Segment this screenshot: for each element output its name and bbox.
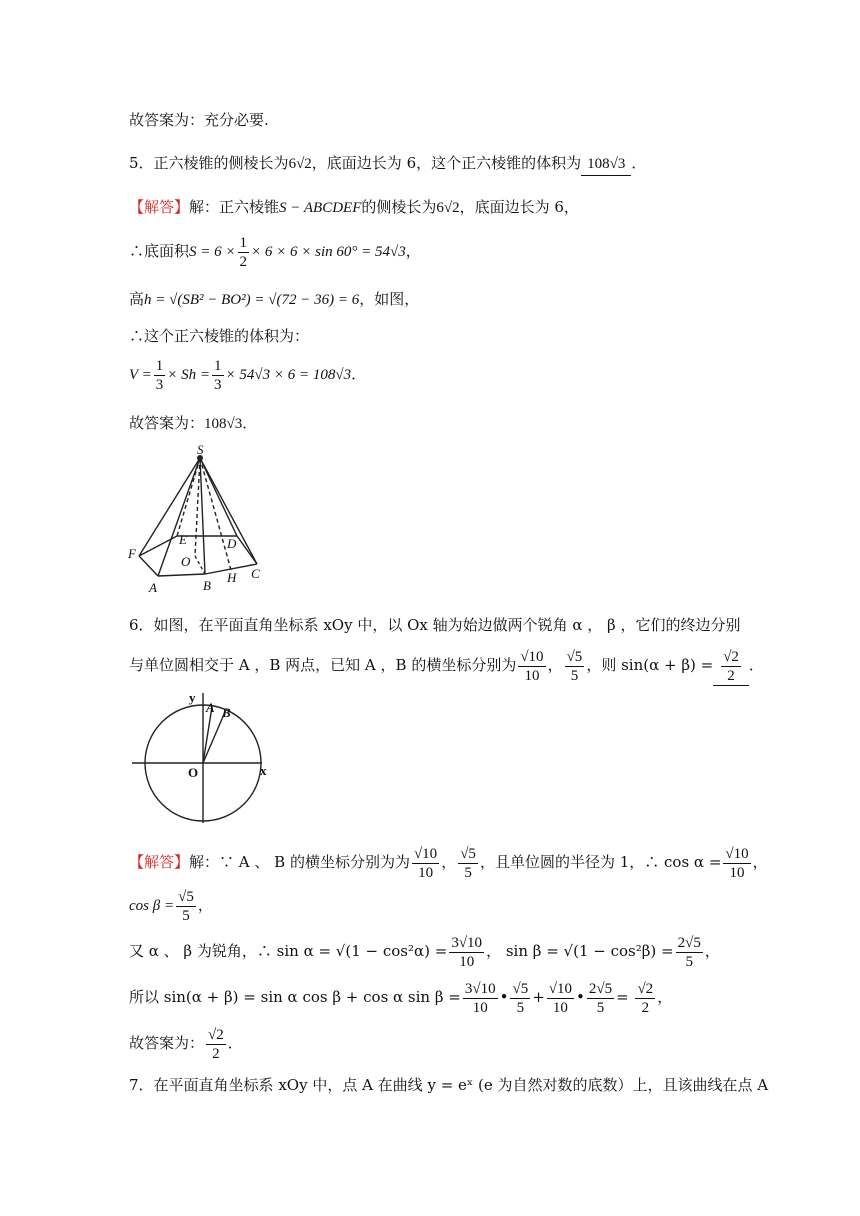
question-number: 6． [129, 616, 154, 634]
denominator: 10 [552, 999, 568, 1016]
numerator: 2√5 [677, 934, 701, 951]
numerator: √10 [548, 980, 573, 997]
math-expression: × 6 × 6 × sin 60° = 54√3 [251, 244, 406, 260]
solution-6-line-2 [129, 886, 213, 925]
denominator: 10 [472, 999, 488, 1016]
fraction-sqrt5-over-5 [176, 888, 196, 925]
question-text: ，底面边长为 6，这个正六棱锥的体积为 [311, 154, 582, 172]
solution-tag: 【解答】 [129, 198, 190, 216]
solution-text: 又 α 、 β 为锐角，∴ sin α = √(1 − cos²α) = [129, 942, 448, 960]
math-expression: S = 6 × [189, 244, 236, 260]
denominator: 10 [418, 864, 434, 881]
fraction-sqrt10-over-10 [518, 648, 545, 685]
punctuation: ， [704, 942, 720, 960]
solution-6-answer [129, 1024, 243, 1063]
fraction-sqrt2-over-2 [635, 980, 655, 1017]
fraction-one-third [212, 357, 224, 394]
numerator: 3√10 [451, 934, 483, 951]
denominator: 5 [685, 953, 693, 970]
solution-text: 高 [129, 290, 145, 308]
numerator: 1 [214, 357, 222, 374]
label-C: C [251, 566, 260, 581]
fraction-sqrt10-over-10 [723, 845, 750, 882]
numerator: √5 [178, 888, 194, 905]
punctuation: ． [227, 1034, 243, 1052]
solution-6-line-1 [129, 843, 768, 882]
answer-blank [713, 647, 749, 686]
fraction-sqrt5-over-5 [458, 845, 478, 882]
solution-text: 故答案为： [129, 414, 205, 432]
label-E: E [179, 532, 187, 547]
fraction-sqrt5-over-5 [565, 648, 585, 685]
math-value: 6√2 [436, 200, 460, 216]
label-F: F [128, 546, 136, 561]
unit-circle-figure [130, 685, 280, 825]
math-value: 6√2 [288, 156, 312, 172]
solution-text: 所以 sin(α + β) = sin α cos β + cos α sin β = [129, 988, 461, 1006]
solution-5-answer [129, 412, 257, 435]
fraction-3sqrt10-over-10 [463, 980, 498, 1017]
numerator: √5 [460, 845, 476, 862]
punctuation: ， [752, 853, 768, 871]
question-text: 正六棱锥的侧棱长为 [153, 154, 289, 172]
label-A: A [206, 700, 215, 715]
denominator: 5 [516, 999, 525, 1016]
punctuation: ， [547, 656, 563, 674]
solution-text: 解：正六棱锥 [189, 198, 280, 216]
solution-5-line-1 [129, 196, 579, 219]
label-H: H [227, 570, 237, 585]
numerator: √2 [208, 1026, 224, 1043]
numerator: √2 [723, 649, 739, 666]
question-text: 与单位圆相交于 A ，B 两点，已知 A ，B 的横坐标分别为 [129, 656, 517, 674]
math-expression: × 54√3 × 6 = 108√3 [225, 367, 352, 383]
numerator: √10 [725, 845, 749, 862]
label-y: y [189, 690, 196, 705]
solution-6-line-3 [129, 932, 720, 971]
math-expression: V = [129, 367, 152, 383]
question-text: ，则 sin(α + β) = [586, 656, 714, 674]
fraction-one-third [154, 357, 166, 394]
numerator: 2√5 [588, 980, 613, 997]
fraction-sqrt2-over-2 [206, 1026, 226, 1063]
punctuation: ， [197, 896, 213, 914]
numerator: √10 [413, 845, 438, 862]
question-number: 5． [129, 154, 154, 172]
fraction-sqrt10-over-10 [547, 980, 574, 1017]
solution-text: 故答案为： [129, 1034, 205, 1052]
math-value: 108√3 [204, 416, 243, 432]
solution-5-line-2 [129, 232, 421, 271]
solution-tag: 【解答】 [129, 853, 190, 871]
solution-5-line-4: ∴这个正六棱锥的体积为： [129, 327, 310, 345]
punctuation: ， [657, 988, 673, 1006]
denominator: 10 [524, 667, 540, 684]
punctuation: ， [441, 853, 457, 871]
denominator: 10 [459, 953, 475, 970]
question-6-line-1 [129, 614, 740, 636]
label-B: B [222, 705, 231, 720]
numerator: √10 [520, 648, 544, 665]
math-expression: × Sh = [167, 367, 211, 383]
label-O: O [188, 765, 199, 780]
punctuation: ． [351, 365, 367, 383]
fraction-sqrt2-over-2 [721, 648, 741, 685]
denominator: 2 [239, 253, 248, 270]
math-expression: h = √(SB² − BO²) = √(72 − 36) = 6 [144, 292, 360, 308]
solution-text: ∴底面积 [129, 242, 190, 260]
denominator: 2 [212, 1045, 220, 1062]
label-x: x [260, 763, 267, 778]
solution-text: ，如图， [359, 290, 420, 308]
numerator: √5 [566, 648, 583, 665]
fraction-sqrt10-over-10 [412, 845, 439, 882]
question-6-line-2 [129, 646, 764, 686]
punctuation: ． [748, 656, 764, 674]
punctuation: ． [242, 414, 258, 432]
denominator: 5 [570, 667, 579, 684]
solution-5-line-3 [129, 288, 419, 311]
label-B: B [203, 578, 211, 593]
solution-text: 解：∵ A 、 B 的横坐标分别为为 [189, 853, 410, 871]
denominator: 2 [641, 999, 650, 1016]
math-expression: cos β = [129, 898, 175, 914]
answer-line-q4: 故答案为：充分必要. [129, 111, 269, 129]
denominator: 5 [182, 907, 190, 924]
numerator: 1 [239, 234, 248, 251]
label-S: S [197, 442, 204, 457]
numerator: 3√10 [464, 980, 496, 997]
solution-6-line-4: 所以 sin(α + β) = sin α cos β + cos α sin β = $\frac{3√10}{10}$ • $\frac{√5}{5}$ + $\frac{√10}{10}$ • $\frac{2√5}{5}$ = $\frac{√2}{2}$ ， [129, 980, 673, 1016]
punctuation: ． [631, 154, 647, 172]
hexagonal-pyramid-figure [125, 440, 270, 600]
numerator: √2 [637, 980, 654, 997]
solution-text: ，且单位圆的半径为 1，∴ cos α = [479, 853, 722, 871]
denominator: 5 [596, 999, 605, 1016]
fraction-one-half [238, 234, 250, 271]
question-7 [129, 1074, 768, 1096]
label-A: A [149, 580, 157, 595]
question-5 [129, 152, 646, 176]
terminal-side-A [203, 707, 212, 763]
denominator: 5 [464, 864, 472, 881]
fraction-2sqrt5-over-5 [587, 980, 614, 1017]
answer-blank: 108√3 [581, 153, 631, 176]
denominator: 3 [155, 376, 164, 393]
label-D: D [227, 536, 237, 551]
question-text: 如图，在平面直角坐标系 xOy 中，以 Ox 轴为始边做两个锐角 α ， β ，它们的终边分别 [153, 616, 741, 634]
question-number: 7． [129, 1076, 154, 1094]
solution-text: ，底面边长为 6， [459, 198, 579, 216]
fraction-3sqrt10-over-10 [449, 934, 484, 971]
label-O: O [181, 554, 191, 569]
numerator: 1 [155, 357, 164, 374]
denominator: 3 [214, 376, 222, 393]
fraction-sqrt5-over-5 [510, 980, 530, 1017]
solution-5-line-5 [129, 355, 366, 394]
fraction-2sqrt5-over-5 [676, 934, 703, 971]
punctuation: ， [405, 242, 421, 260]
math-expression: S − ABCDEF [279, 200, 362, 216]
numerator: √5 [512, 980, 529, 997]
solution-text: ， sin β = √(1 − cos²β) = [486, 942, 674, 960]
solution-text: 的侧棱长为 [361, 198, 437, 216]
denominator: 2 [727, 668, 735, 685]
denominator: 10 [729, 864, 745, 881]
question-text: 在平面直角坐标系 xOy 中，点 A 在曲线 y = eˣ (e 为自然对数的底数）上，且该曲线在点 A [153, 1076, 769, 1094]
